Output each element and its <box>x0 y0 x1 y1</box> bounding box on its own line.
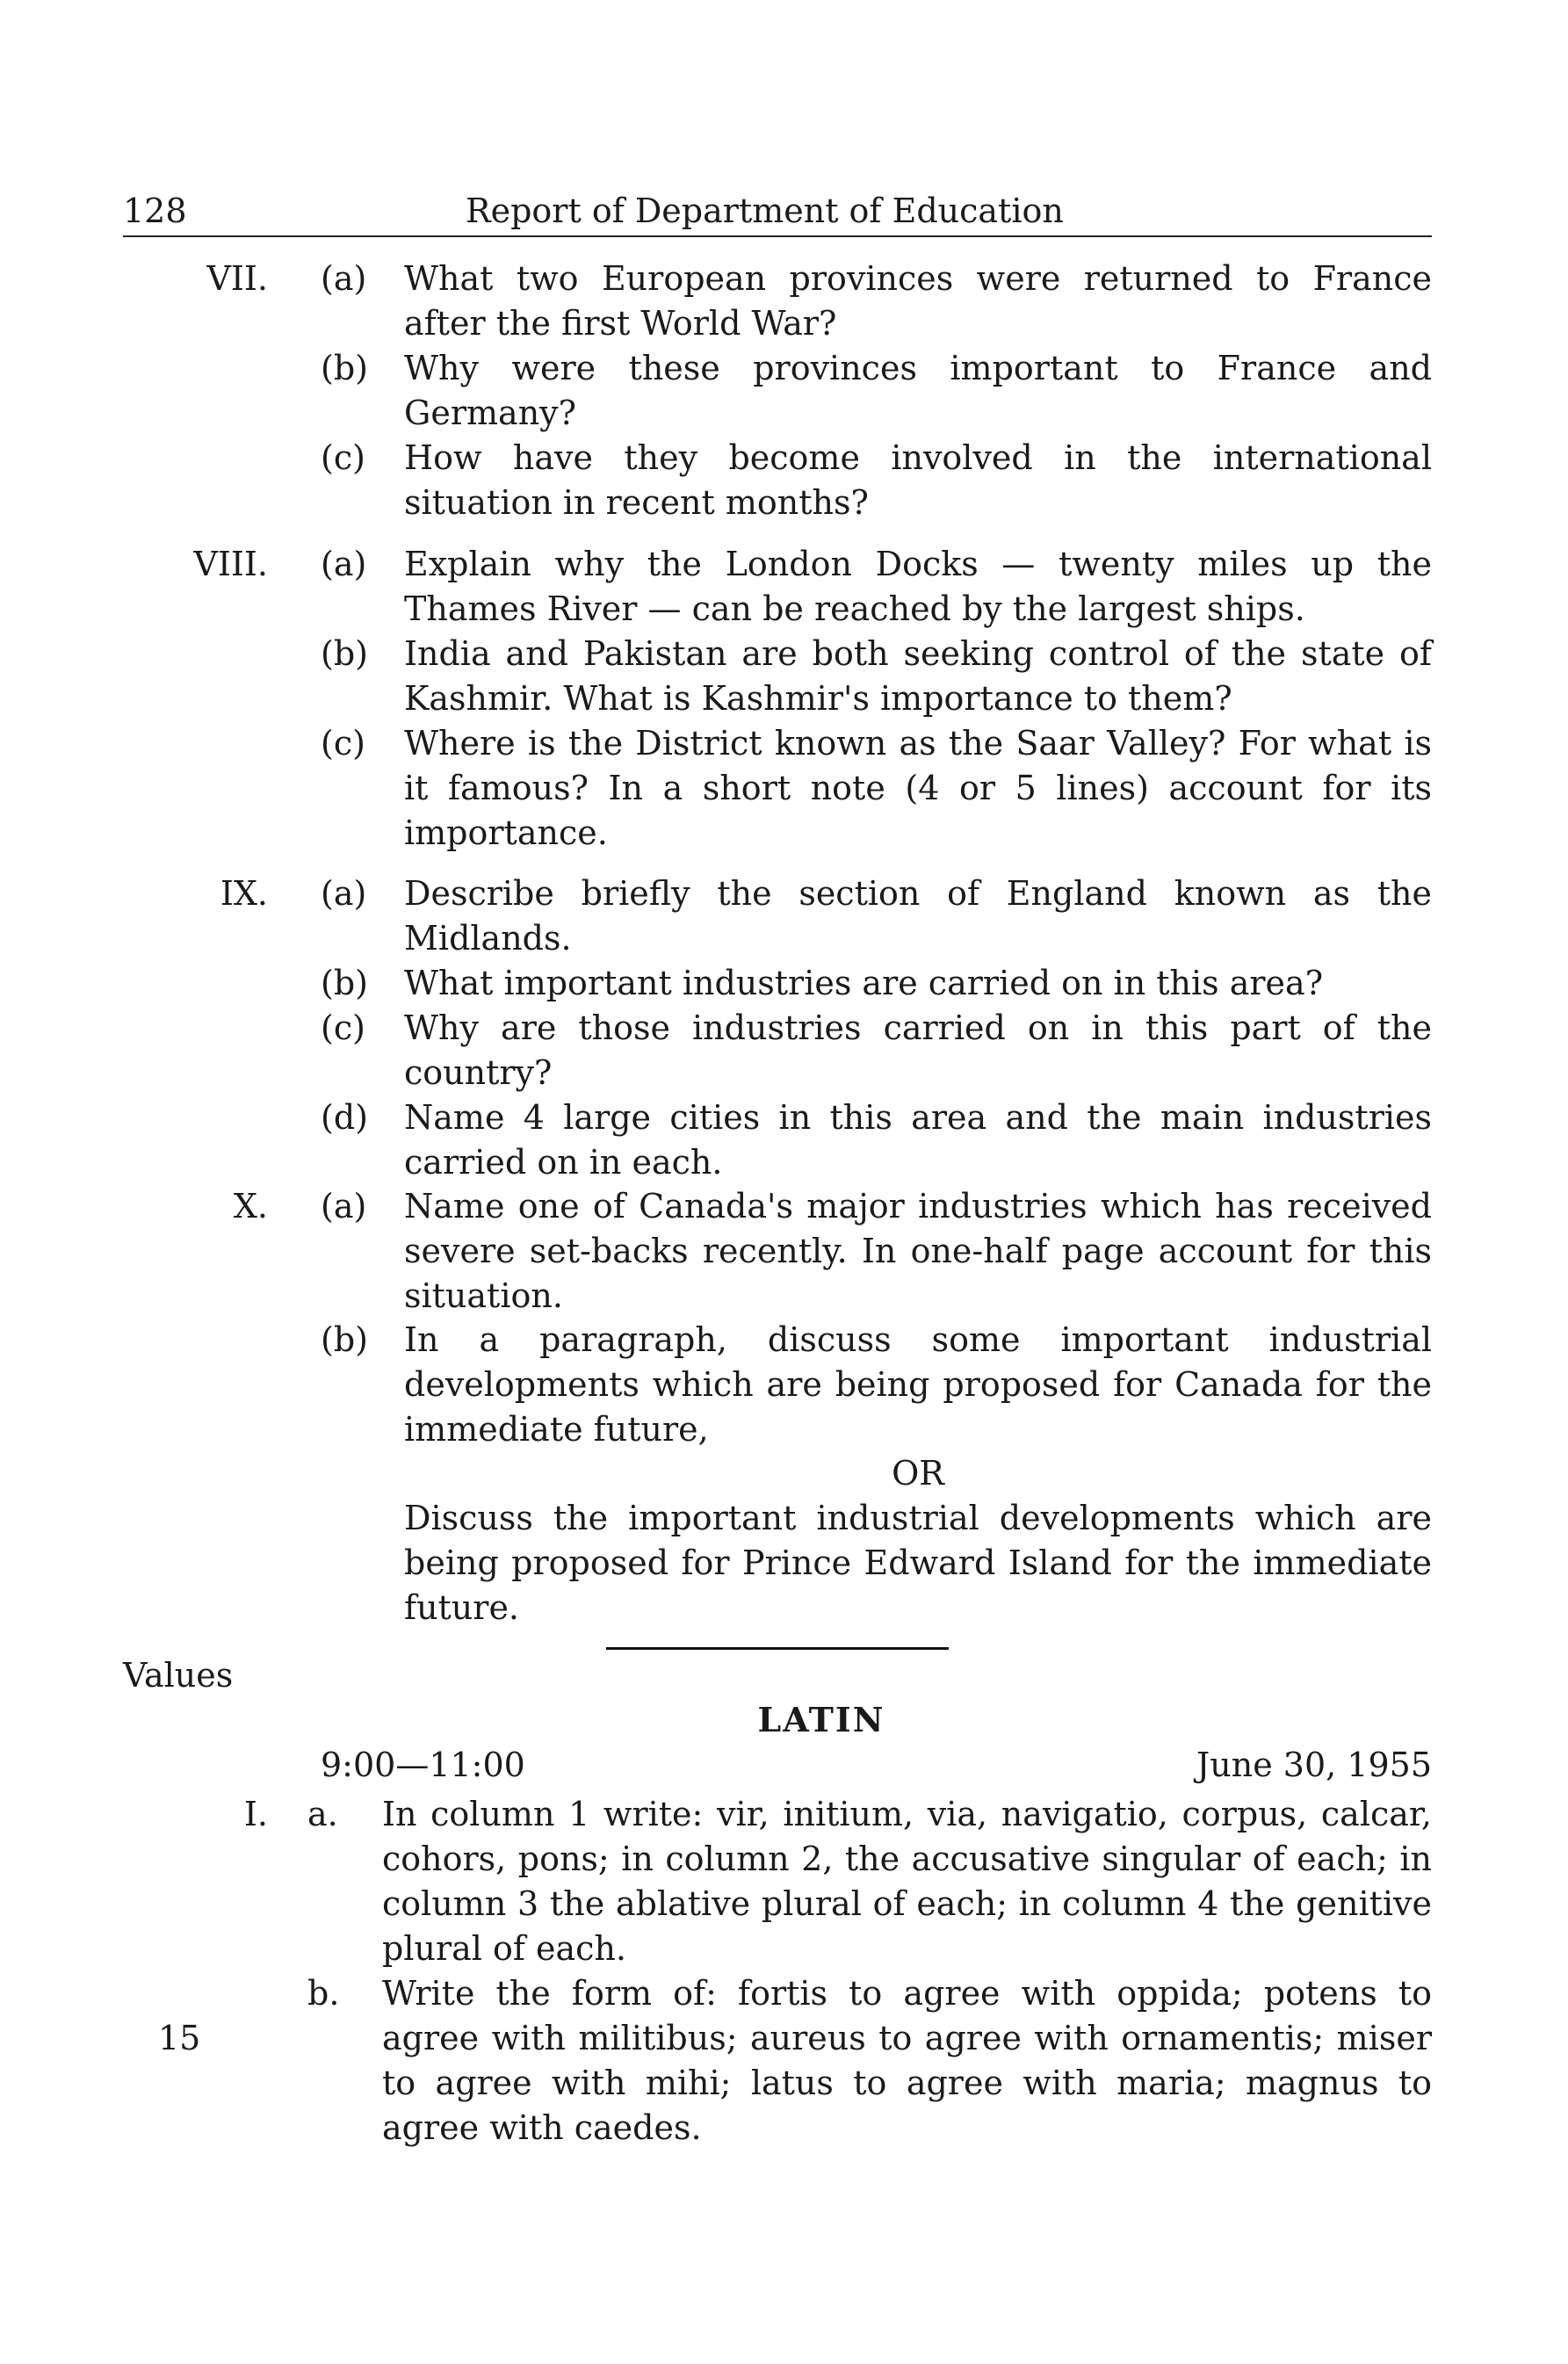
section-title: LATIN <box>757 1700 885 1739</box>
or-separator: OR <box>892 1454 944 1493</box>
question-part <box>321 346 1432 436</box>
question-part <box>321 257 1432 346</box>
part-text: What two European provinces were returned to France after the first World War? <box>404 259 1432 343</box>
question-part <box>321 871 1432 961</box>
part-text: Name one of Canada's major industries which has received severe set-backs recently. In one-half page account for this situation. <box>404 1187 1432 1315</box>
question-part <box>321 1095 1432 1185</box>
part-text: Explain why the London Docks — twenty miles up the Thames River — can be reached by the largest ships. <box>404 545 1432 628</box>
question-part <box>321 1184 1432 1319</box>
running-title: Report of Department of Education <box>466 192 1064 230</box>
page-number: 128 <box>123 192 187 230</box>
part-text: Where is the District known as the Saar Valley? For what is it famous? In a short note (4 or 5 lines) account for its importance. <box>404 724 1432 852</box>
question-part <box>321 721 1432 856</box>
part-label: (c) <box>321 1008 365 1047</box>
question-part <box>321 542 1432 632</box>
question-part <box>307 1971 1432 2151</box>
question-part <box>321 1006 1432 1095</box>
page-header <box>123 183 1432 237</box>
question-number: VII. <box>206 259 268 298</box>
part-label: (b) <box>321 349 368 387</box>
question-number: X. <box>233 1187 268 1225</box>
part-label: (a) <box>321 259 367 298</box>
part-text: How have they become involved in the international situation in recent months? <box>404 438 1432 522</box>
question-part <box>321 436 1432 525</box>
part-text: Why were these provinces important to France and Germany? <box>404 349 1432 432</box>
part-label: (a) <box>321 1187 367 1225</box>
part-label: (a) <box>321 874 367 913</box>
part-text: Why are those industries carried on in this part of the country? <box>404 1008 1432 1092</box>
part-text: What important industries are carried on in this area? <box>404 964 1324 1002</box>
part-text: Describe briefly the section of England known as the Midlands. <box>404 874 1432 958</box>
part-label: (a) <box>321 545 367 583</box>
section-divider <box>606 1647 949 1650</box>
question-number: VIII. <box>193 545 268 583</box>
part-label: a. <box>307 1795 338 1833</box>
question-part <box>321 961 1432 1006</box>
exam-date: June 30, 1955 <box>1196 1746 1432 1784</box>
part-label: (b) <box>321 1320 368 1359</box>
question-value: 15 <box>158 2019 201 2057</box>
part-text: Name 4 large cities in this area and the main industries carried on in each. <box>404 1098 1432 1182</box>
question-number: I. <box>243 1795 268 1833</box>
part-label: (d) <box>321 1098 368 1137</box>
alternative-question-text: Discuss the important industrial developments which are being proposed for Prince Edward Island for the immediate future. <box>404 1499 1432 1627</box>
part-label: (b) <box>321 634 368 673</box>
question-part <box>321 1318 1432 1452</box>
part-text: In column 1 write: vir, initium, via, navigatio, corpus, calcar, cohors, pons; in column 2, the accusative singular of each; in column 3 the ablative plural of each; in column 4 the genitive plural of each. <box>382 1795 1432 1968</box>
part-text: In a paragraph, discuss some important industrial developments which are being proposed for Canada for the immediate future, <box>404 1320 1432 1449</box>
question-number: IX. <box>220 874 268 913</box>
part-label: (c) <box>321 724 365 763</box>
values-column-label: Values <box>123 1656 234 1695</box>
part-label: (c) <box>321 438 365 477</box>
part-label: (b) <box>321 964 368 1002</box>
question-part <box>321 632 1432 721</box>
exam-time: 9:00—11:00 <box>321 1746 525 1784</box>
part-text: India and Pakistan are both seeking control of the state of Kashmir. What is Kashmir's importance to them? <box>404 634 1432 718</box>
question-part <box>307 1792 1432 1971</box>
part-label: b. <box>307 1974 340 2013</box>
part-text: Write the form of: fortis to agree with oppida; potens to agree with militibus; aureus to agree with ornamentis; miser to agree with mihi; latus to agree with maria; magnus to agree with caedes. <box>382 1974 1432 2147</box>
